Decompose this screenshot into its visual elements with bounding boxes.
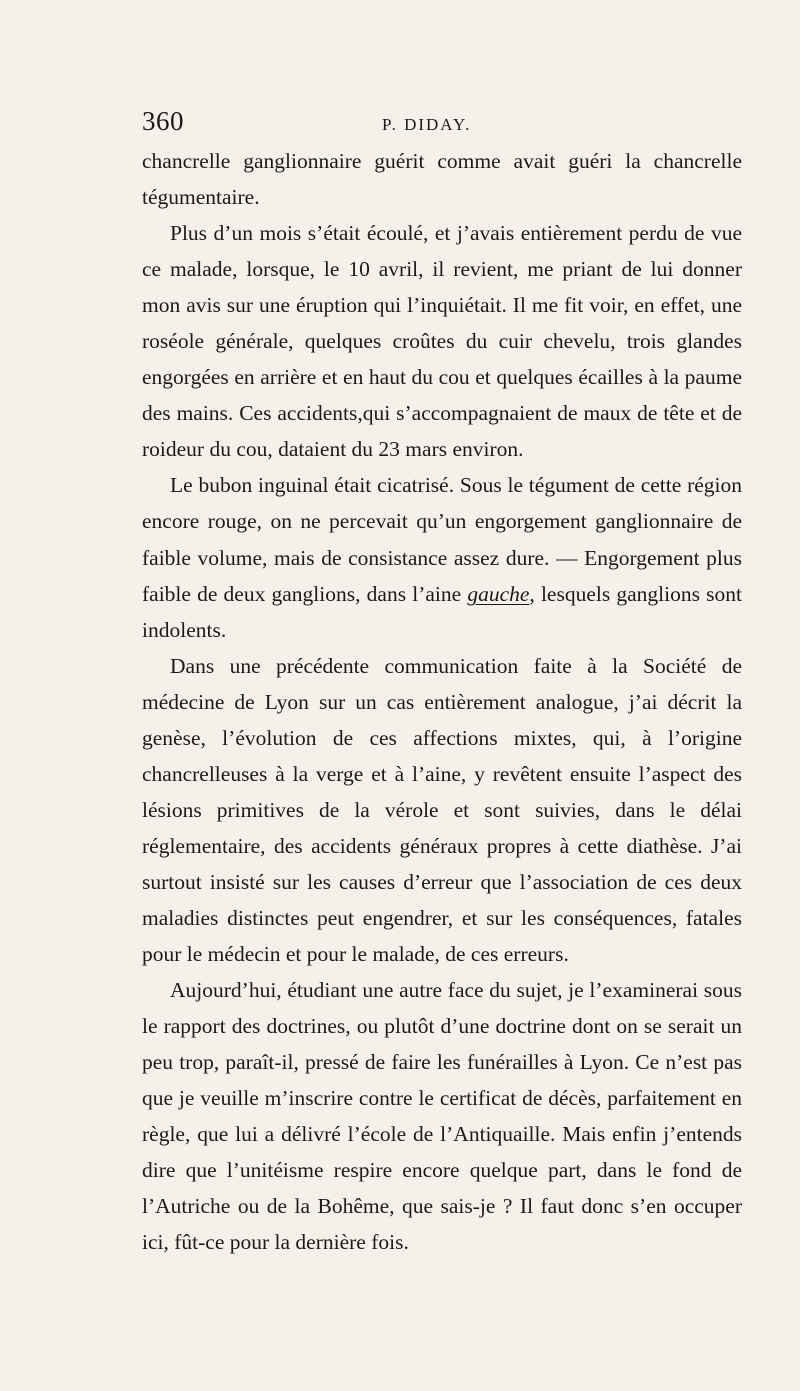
page-number: 360 bbox=[142, 106, 184, 136]
paragraph-1 bbox=[142, 143, 742, 215]
running-head: P. DIDAY. bbox=[382, 115, 472, 134]
page-header bbox=[142, 106, 742, 146]
paragraph-1-text: chancrelle ganglionnaire guérit comme avait guéri la chancrelle tégumentaire. bbox=[142, 149, 742, 210]
paragraph-5 bbox=[142, 972, 742, 1260]
paragraph-2-text: Plus d’un mois s’était écoulé, et j’avais entièrement perdu de vue ce malade, lorsque, le 10 avril, il revient, me priant de lui donner mon avis sur une éruption qui l’inquiétait. Il me fit voir, en effet, une roséole générale, quelques croûtes du cuir chevelu, trois glandes engorgées en arrière et en haut du cou et quelques écailles à la paume des mains. Ces accidents,qui s’accompagnaient de maux de tête et de roideur du cou, dataient du 23 mars environ. bbox=[142, 221, 742, 462]
paragraph-4-text: Dans une précédente communication faite à la Société de médecine de Lyon sur un cas entièrement analogue, j’ai décrit la genèse, l’évolution de ces affections mixtes, qui, à l’origine chancrelleuses à la verge et à l’aine, y revêtent ensuite l’aspect des lésions primitives de la vérole et sont suivies, dans le délai réglementaire, des accidents généraux propres à cette diathèse. J’ai surtout insisté sur les causes d’erreur que l’association de ces deux maladies distinctes peut engendrer, et sur les conséquences, fatales pour le médecin et pour le malade, de ces erreurs. bbox=[142, 653, 742, 967]
paragraph-5-text: Aujourd’hui, étudiant une autre face du sujet, je l’examinerai sous le rapport des doctrines, ou plutôt d’une doctrine dont on se serait un peu trop, paraît-il, pressé de faire les funérailles à Lyon. Ce n’est pas que je veuille m’inscrire contre le certificat de décès, parfaitement en règle, que lui a délivré l’école de l’Antiquaille. Mais enfin j’entends dire que l’unitéisme respire encore quelque part, dans le fond de l’Autriche ou de la Bohême, que sais-je ? Il faut donc s’en occuper ici, fût-ce pour la dernière fois. bbox=[142, 978, 742, 1255]
paragraph-3-text-start: Le bubon inguinal était cicatrisé. Sous le tégument de cette région encore rouge, on ne percevait qu’un engorgement ganglionnaire de faible volume, mais de consistance assez dure. — Engorgement plus faible de deux ganglions, dans l’aine bbox=[142, 473, 742, 606]
paragraph-2 bbox=[142, 215, 742, 467]
paragraph-3-text-end: , lesquels ganglions sont indolents. bbox=[142, 581, 742, 642]
paragraph-3 bbox=[142, 467, 742, 647]
emphasized-word: gauche bbox=[467, 581, 530, 606]
body-text bbox=[142, 143, 742, 1260]
paragraph-4 bbox=[142, 648, 742, 972]
